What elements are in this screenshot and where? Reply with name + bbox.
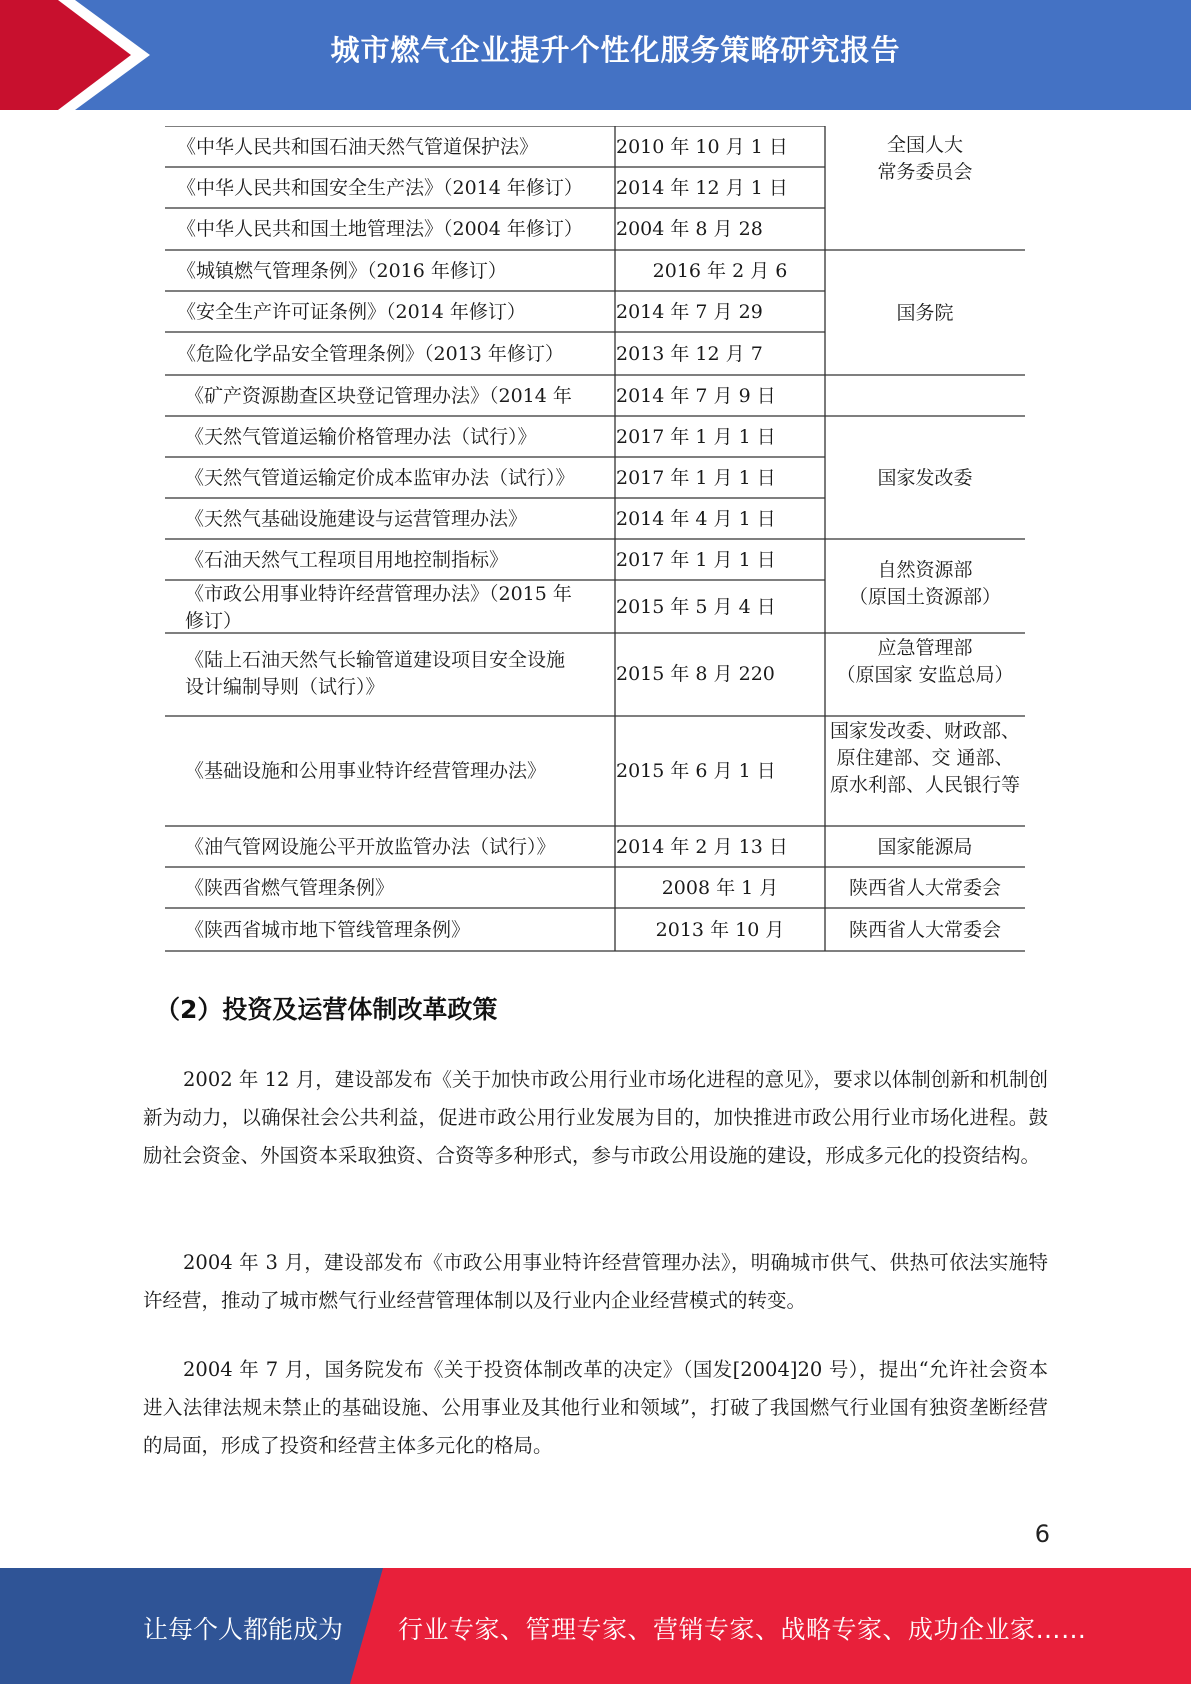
header-title: 城市燃气企业提升个性化服务策略研究报告 [330,33,901,67]
issuer-shaanxi-congress-1: 陕西省人大常委会 [848,877,1001,899]
body-paragraph-1: 2002 年 12 月，建设部发布《关于加快市政公用行业市场化进程的意见》，要求以体制创新和机制创新为动力，以确保社会公共利益，促进市政公用行业发展为目的，加快推进市政公用行业市场化进程。鼓励社会资金、外国资本采取独资、合资等多种形式，参与市政公用设施的建设，形成多元化的投资结构。 [143,1068,1048,1167]
effective-date-16: 2008 年 1 月 [661,877,779,899]
effective-date-2: 2014 年 12 月 1 日 [616,177,788,199]
law-name-1: 《中华人民共和国石油天然气管道保护法》 [177,136,539,158]
law-name-13: 《陆上石油天然气长输管道建设项目安全设施 设计编制导则（试行）》 [185,649,566,698]
issuer-shaanxi-congress-2: 陕西省人大常委会 [848,919,1001,941]
law-name-15: 《油气管网设施公平开放监管办法（试行）》 [185,836,556,858]
law-name-12: 《市政公用事业特许经营管理办法》（2015 年修订） [185,583,572,632]
effective-date-14: 2015 年 6 月 1 日 [616,760,776,782]
body-paragraph-2: 2004 年 3 月，建设部发布《市政公用事业特许经营管理办法》，明确城市供气、供热可依法实施特许经营，推动了城市燃气行业经营管理体制以及行业内企业经营模式的转变。 [143,1251,1048,1312]
effective-date-5: 2014 年 7 月 29 [616,301,763,323]
effective-date-7: 2014 年 7 月 9 日 [616,385,776,407]
effective-date-13: 2015 年 8 月 220 [616,663,775,685]
issuer-emergency-management: 应急管理部 （原国家 安监总局） [836,637,1014,686]
page-footer [0,1568,1191,1684]
policy-table [165,126,1026,953]
law-name-14: 《基础设施和公用事业特许经营管理办法》 [185,760,547,782]
issuer-multi-ministry: 国家发改委、财政部、原住建部、交 通部、原水利部、人民银行等 [829,720,1020,796]
issuer-npc-standing-committee: 全国人大 常务委员会 [877,134,973,183]
effective-date-17: 2013 年 10 月 [655,919,785,941]
effective-date-15: 2014 年 2 月 13 日 [616,836,788,858]
table-grid [165,126,1026,953]
footer-slogan-left: 让每个人都能成为 [143,1615,344,1644]
law-name-7: 《矿产资源勘查区块登记管理办法》（2014 年 [185,385,572,407]
issuer-natural-resources: 自然资源部 （原国土资源部） [848,559,1001,608]
effective-date-9: 2017 年 1 月 1 日 [616,467,776,489]
law-name-6: 《危险化学品安全管理条例》（2013 年修订） [177,343,564,365]
law-name-3: 《中华人民共和国土地管理法》（2004 年修订） [177,218,583,240]
page-header [0,0,1191,110]
effective-date-1: 2010 年 10 月 1 日 [616,136,788,158]
body-paragraph-3: 2004 年 7 月，国务院发布《关于投资体制改革的决定》（国发[2004]20 号），提出“允许社会资本进入法律法规未禁止的基础设施、公用事业及其他行业和领域”，打破了我国燃气行业国有独资垄断经营的局面，形成了投资和经营主体多元化的格局。 [143,1358,1048,1457]
law-name-17: 《陕西省城市地下管线管理条例》 [185,919,471,941]
effective-date-10: 2014 年 4 月 1 日 [616,508,776,530]
effective-date-4: 2016 年 2 月 6 [652,260,788,282]
page-number: 6 [1034,1520,1050,1548]
law-name-16: 《陕西省燃气管理条例》 [185,877,395,899]
law-name-10: 《天然气基础设施建设与运营管理办法》 [185,508,528,530]
issuer-ndrc: 国家发改委 [877,467,973,489]
section-heading: （2）投资及运营体制改革政策 [155,995,498,1024]
issuer-state-council: 国务院 [896,302,954,324]
law-name-8: 《天然气管道运输价格管理办法（试行）》 [185,426,537,448]
law-name-5: 《安全生产许可证条例》（2014 年修订） [177,301,526,323]
law-name-4: 《城镇燃气管理条例》（2016 年修订） [177,260,507,282]
effective-date-6: 2013 年 12 月 7 [616,343,763,365]
effective-date-8: 2017 年 1 月 1 日 [616,426,776,448]
footer-slogan-right: 行业专家、管理专家、营销专家、战略专家、成功企业家…… [398,1615,1087,1644]
effective-date-3: 2004 年 8 月 28 [616,218,763,240]
law-name-2: 《中华人民共和国安全生产法》（2014 年修订） [177,177,583,199]
law-name-9: 《天然气管道运输定价成本监审办法（试行）》 [185,467,575,489]
law-name-11: 《石油天然气工程项目用地控制指标》 [185,549,509,571]
issuer-nea: 国家能源局 [877,836,973,858]
effective-date-12: 2015 年 5 月 4 日 [616,596,776,618]
effective-date-11: 2017 年 1 月 1 日 [616,549,776,571]
